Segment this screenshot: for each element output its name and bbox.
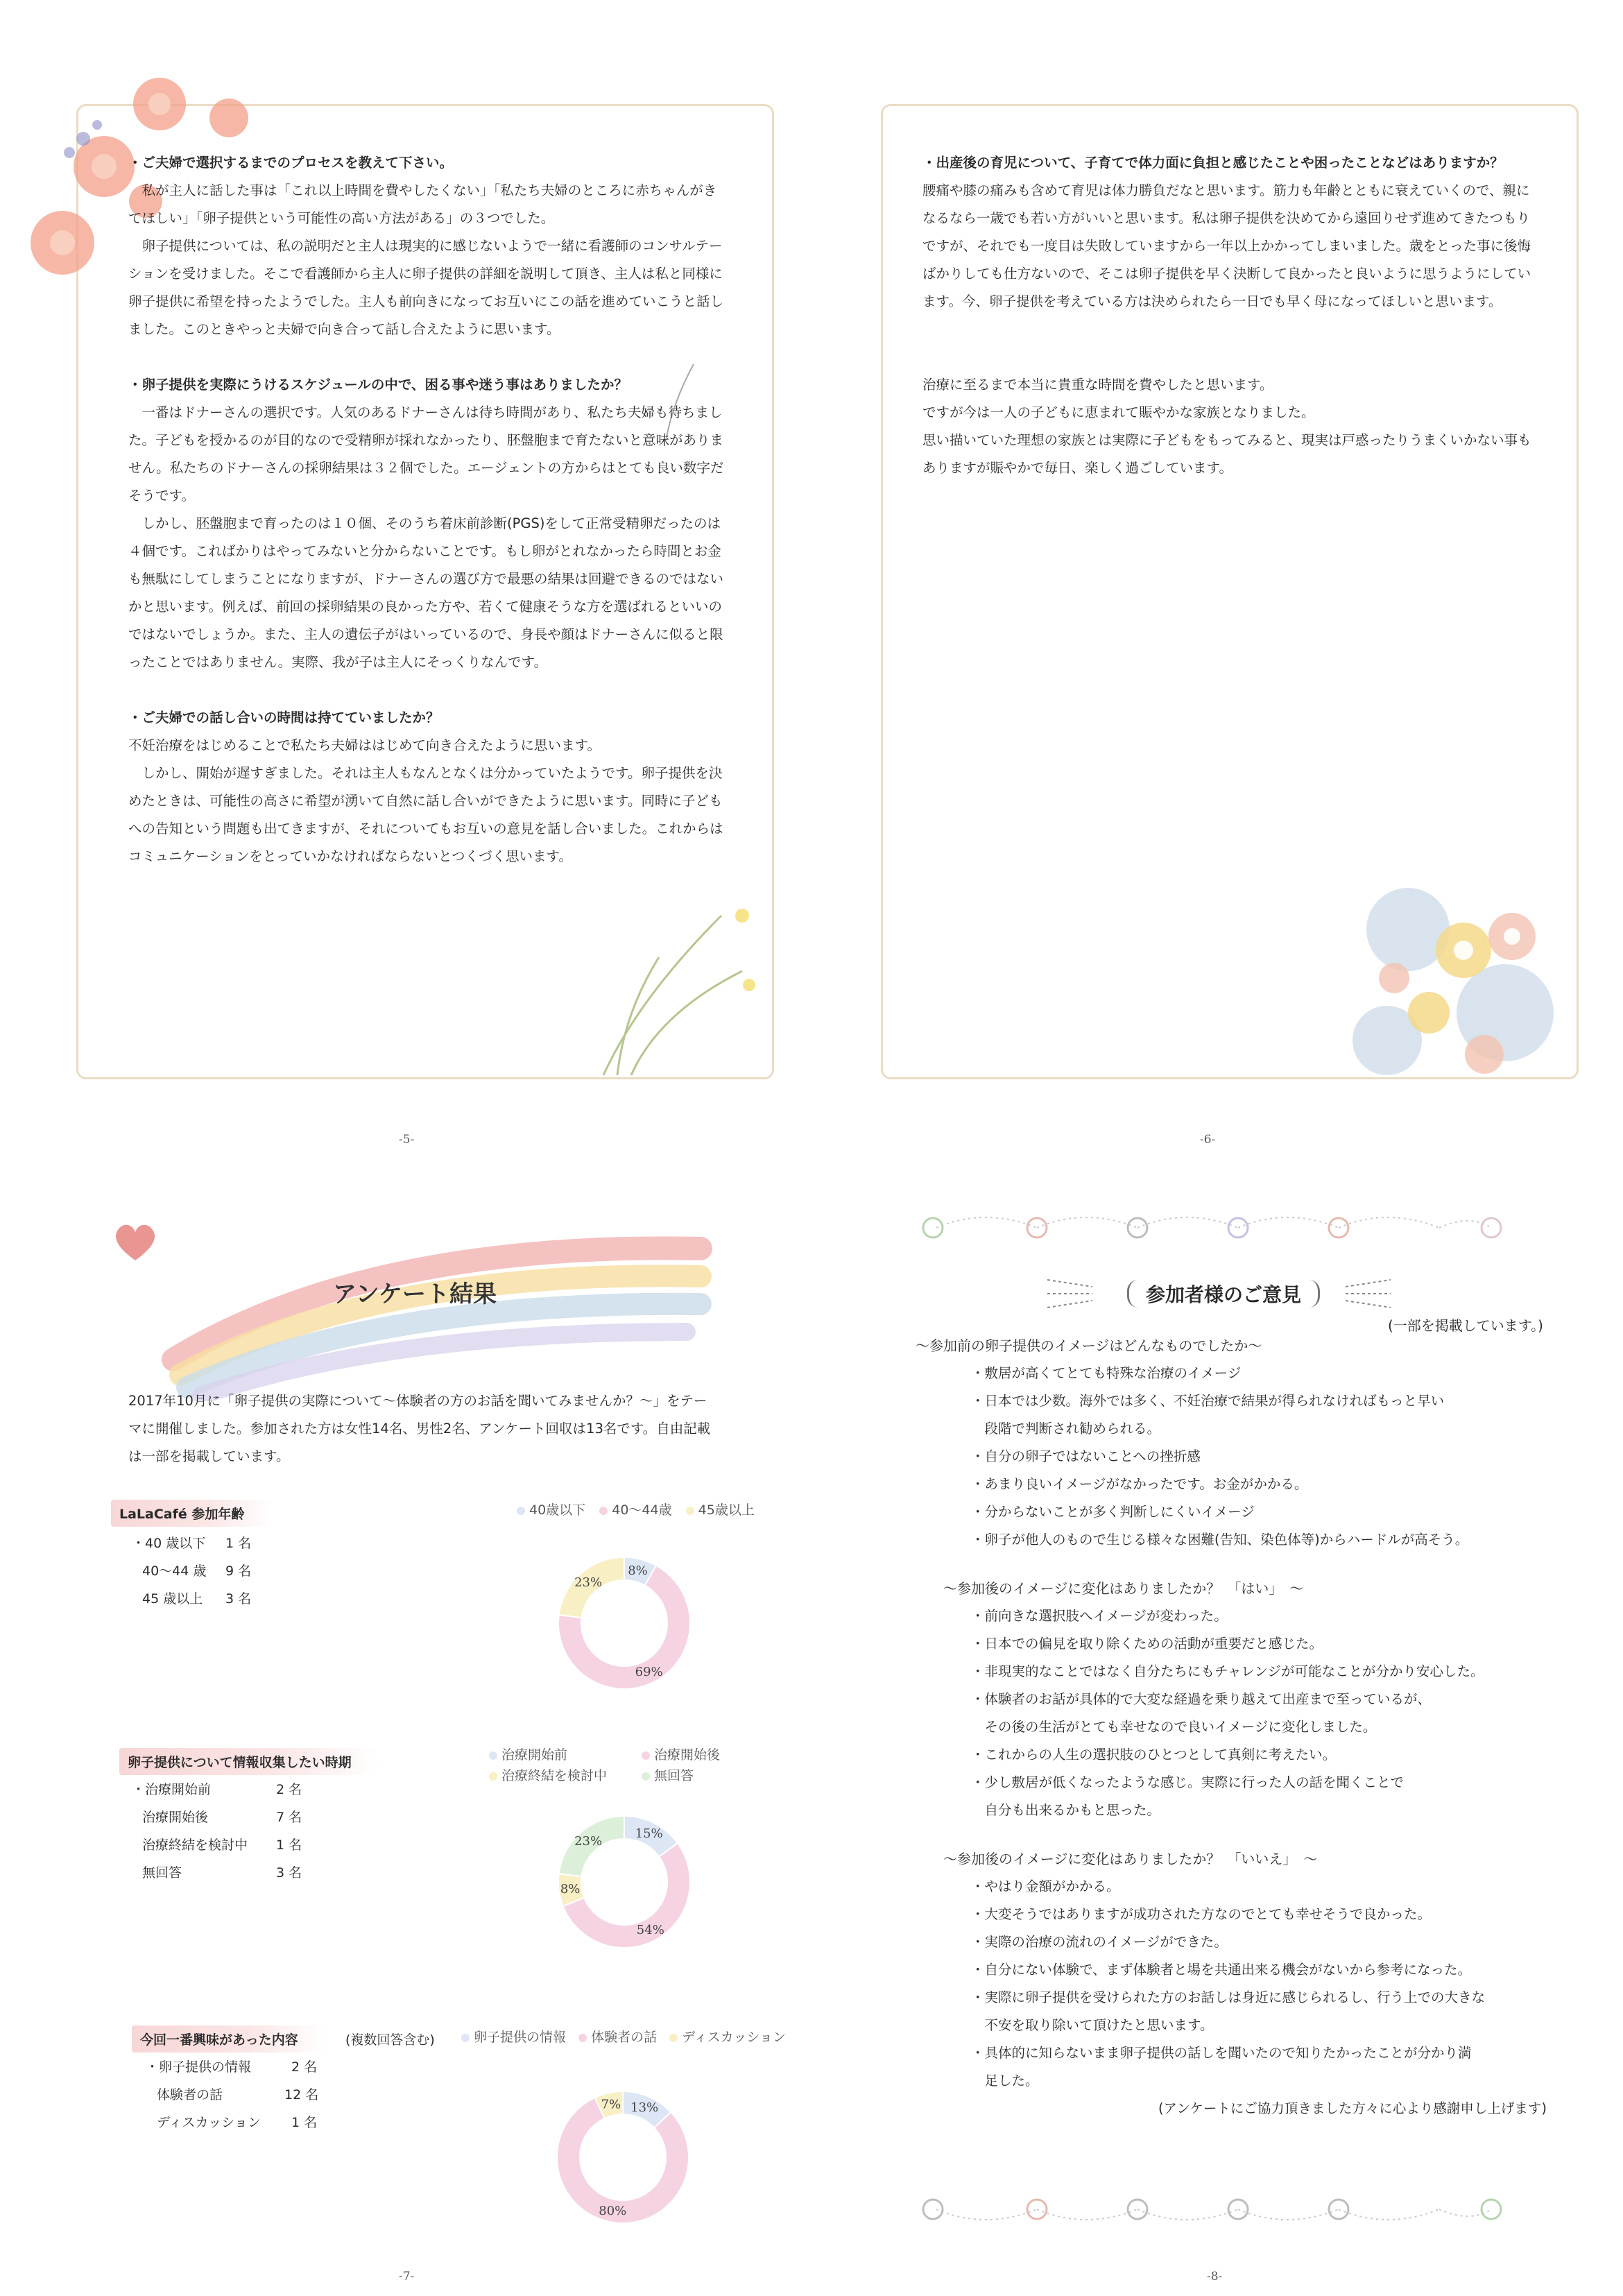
section-paragraph: 不妊治療をはじめることで私たち夫婦ははじめて向き合えたように思います。 bbox=[128, 737, 601, 753]
closing-line: 思い描いていた理想の家族とは実際に子どもをもってみると、現実は戸惑ったりうまくいかない事もありますが賑やかで毎日、楽しく過ごしています。 bbox=[922, 432, 1531, 476]
legend-entry: 無回答 bbox=[654, 1768, 694, 1783]
opinion-item: 不安を取り除いて頂けたと思います。 bbox=[971, 2017, 1214, 2033]
sun-rays-left-decoration bbox=[1044, 1273, 1099, 1314]
timing-row-label: ・治療開始前 bbox=[132, 1782, 212, 1797]
donut-slice-label: 15% bbox=[635, 1826, 663, 1842]
donut-slice-label: 8% bbox=[560, 1881, 581, 1896]
interest-row-value: 12 名 bbox=[284, 2087, 319, 2102]
opinions-subtitle: (一部を掲載しています。) bbox=[1387, 1317, 1543, 1334]
opinion-item: 段階で判断され勧められる。 bbox=[971, 1421, 1161, 1437]
opinion-item: ・実際の治療の流れのイメージができた。 bbox=[971, 1934, 1228, 1950]
page-5 bbox=[0, 0, 812, 1151]
opinion-item: ・日本では少数。海外では多く、不妊治療で結果が得られなければもっと早い bbox=[971, 1393, 1445, 1409]
survey-intro: 2017年10月に「卵子提供の実際について～体験者の方のお話を聞いてみませんか？～」をテーマに開催しました。参加された方は女性14名、男性2名、アンケート回収は13名です。自由記載は一部を掲載しています。 bbox=[128, 1393, 711, 1464]
section-paragraph: 私が主人に話した事は「これ以上時間を費やしたくない」「私たち夫婦のところに赤ちゃんがきてほしい」「卵子提供という可能性の高い方法がある」の３つでした。 bbox=[128, 182, 717, 226]
donut-slice-label: 54% bbox=[636, 1922, 664, 1937]
donut-slice-label: 13% bbox=[630, 2100, 659, 2115]
opinion-item: ・これからの人生の選択肢のひとつとして真剣に考えたい。 bbox=[971, 1747, 1337, 1763]
section-question: ・出産後の育児について、子育てで体力面に負担と感じたことや困ったことなどはありますか？ bbox=[922, 155, 1504, 171]
legend-entry: 40～44歳 bbox=[612, 1502, 672, 1518]
section-question: ・卵子提供を実際にうけるスケジュールの中で、困る事や迷う事はありましたか？ bbox=[128, 377, 628, 393]
chart-legend-age bbox=[517, 1500, 755, 1518]
page-7 bbox=[0, 1151, 812, 2296]
interest-row-label: ディスカッション bbox=[157, 2115, 261, 2130]
group-heading: ～参加前の卵子提供のイメージはどんなものでしたか～ bbox=[916, 1337, 1262, 1354]
timing-row-value: 1 名 bbox=[276, 1837, 302, 1853]
legend-entry: 45歳以上 bbox=[698, 1502, 755, 1518]
page-8 bbox=[812, 1151, 1623, 2296]
timing-row-label: 無回答 bbox=[142, 1865, 182, 1881]
age-row-value: 9 名 bbox=[225, 1563, 252, 1579]
donut-slice-label: 23% bbox=[574, 1834, 603, 1849]
legend-entry: 治療開始前 bbox=[501, 1747, 568, 1763]
section-paragraph: しかし、胚盤胞まで育ったのは１０個、そのうち着床前診断(PGS)をして正常受精卵だったのは４個です。こればかりはやってみないと分からないことです。もし卵がとれなかったら時間とお金も無駄にしてしまうことになりますが、ドナーさんの選び方で最悪の結果は回避できるのではないかと思います。例えば、前回の採卵結果の良かった方や、若くて健康そうな方を選ばれるといいのではないでしょうか。また、主人の遺伝子がはいっているので、身長や顔はドナーさんに似ると限ったことではありません。実際、我が子は主人にそっくりなんです。 bbox=[128, 515, 724, 670]
legend-entry: 治療開始後 bbox=[654, 1747, 721, 1763]
section-paragraph: 腰痛や膝の痛みも含めて育児は体力勝負だなと思います。筋力も年齢とともに衰えていくので、親になるなら一歳でも若い方がいいと思います。私は卵子提供を決めてから遠回りせず進めてきたつもりですが、それでも一度目は失敗していますから一年以上かかってしまいました。歳をとった事に後悔ばかりしても仕方ないので、そこは卵子提供を早く決断して良かったと良いように思うようにしています。今、卵子提供を考えている方は決められたら一日でも早く母になってほしいと思います。 bbox=[922, 182, 1531, 309]
thanks-note: (アンケートにご協力頂きました方々に心より感謝申し上げます) bbox=[1158, 2100, 1547, 2116]
opinion-item: ・やはり金額がかかる。 bbox=[971, 1878, 1120, 1894]
page-5-body bbox=[128, 149, 725, 871]
age-row-label: 45 歳以上 bbox=[142, 1591, 203, 1607]
opinion-item: ・敷居が高くてとても特殊な治療のイメージ bbox=[971, 1365, 1242, 1381]
opinion-item: ・実際に卵子提供を受けられた方のお話しは身近に感じられるし、行う上での大きな bbox=[971, 1989, 1486, 2005]
interest-row-value: 1 名 bbox=[291, 2115, 318, 2130]
opinion-item: ・非現実的なことではなく自分たちにもチャレンジが可能なことが分かり安心した。 bbox=[971, 1663, 1484, 1679]
opinion-item: ・自分にない体験で、まず体験者と場を共通出来る機会がないから参考になった。 bbox=[971, 1962, 1472, 1978]
opinions-title: 参加者様のご意見 bbox=[1127, 1280, 1320, 1308]
chart-legend-timing bbox=[489, 1745, 753, 1786]
timing-row-value: 7 名 bbox=[276, 1810, 302, 1825]
flower-bouquet-decoration bbox=[1325, 846, 1588, 1110]
opinion-item: ・卵子が他人のもので生じる様々な困難(告知、染色体等)からハードルが高そう。 bbox=[971, 1532, 1469, 1548]
opinion-item: 足した。 bbox=[971, 2073, 1039, 2089]
page-6-body bbox=[922, 149, 1533, 482]
opinion-item: ・大変そうではありますが成功された方なのでとても幸せそうで良かった。 bbox=[971, 1906, 1432, 1922]
opinion-item: ・体験者のお話が具体的で大変な経過を乗り越えて出産まで至っているが、 bbox=[971, 1691, 1432, 1707]
legend-entry: 卵子提供の情報 bbox=[474, 2030, 567, 2045]
section-paragraph: 一番はドナーさんの選択です。人気のあるドナーさんは待ち時間があり、私たち夫婦も待ちました。子どもを授かるのが目的なので受精卵が採れなかったり、胚盤胞まで育たないと意味がありません。私たちのドナーさんの採卵結果は３２個でした。エージェントの方からはとても良い数字だそうです。 bbox=[128, 404, 724, 504]
opinion-item: ・あまり良いイメージがなかったです。お金がかかる。 bbox=[971, 1476, 1308, 1492]
timing-row-value: 2 名 bbox=[276, 1782, 302, 1797]
interest-row-label: ・卵子提供の情報 bbox=[146, 2059, 252, 2075]
opinion-item: ・自分の卵子ではないことへの挫折感 bbox=[971, 1448, 1201, 1464]
group-heading: ～参加後のイメージに変化はありましたか？ 「はい」 ～ bbox=[943, 1580, 1304, 1597]
section-paragraph: しかし、開始が遅すぎました。それは主人もなんとなくは分かっていたようです。卵子提供を決めたときは、可能性の高さに希望が湧いて自然に話し合いができたように思います。同時に子どもへの告知という問題も出てきますが、それについてもお互いの意見を話し合いました。これからはコミュニケーションをとっていかなければならないとつくづく思います。 bbox=[128, 765, 723, 864]
donut-slice-label: 69% bbox=[635, 1664, 663, 1679]
age-row-label: 40～44 歳 bbox=[142, 1563, 207, 1579]
donut-chart-age bbox=[551, 1550, 697, 1696]
group-heading: ～参加後のイメージに変化はありましたか？ 「いいえ」 ～ bbox=[943, 1851, 1318, 1867]
timing-row-label: 治療終結を検討中 bbox=[142, 1837, 248, 1853]
legend-entry: 40歳以下 bbox=[529, 1502, 586, 1518]
page-number: -8- bbox=[1207, 2270, 1223, 2284]
page-number: -5- bbox=[399, 1133, 415, 1147]
opinion-item: その後の生活がとても幸せなので良いイメージに変化しました。 bbox=[971, 1719, 1377, 1735]
section-heading-timing: 卵子提供について情報収集したい時期 bbox=[119, 1748, 379, 1775]
survey-title: アンケート結果 bbox=[333, 1280, 497, 1308]
opinion-item: ・具体的に知らないまま卵子提供の話しを聞いたので知りたかったことが分かり満 bbox=[971, 2045, 1472, 2061]
donut-chart-timing bbox=[551, 1809, 697, 1955]
opinion-item: ・前向きな選択肢へイメージが変わった。 bbox=[971, 1608, 1228, 1624]
interest-row-label: 体験者の話 bbox=[157, 2087, 223, 2102]
grass-decoration bbox=[576, 874, 784, 1082]
donut-slice-label: 7% bbox=[601, 2097, 621, 2112]
rainbow-banner bbox=[160, 1221, 714, 1401]
age-row-value: 3 名 bbox=[225, 1591, 252, 1607]
interest-note: (複数回答含む) bbox=[345, 2032, 435, 2048]
clover-border-top bbox=[916, 1207, 1505, 1249]
sun-rays-right-decoration bbox=[1339, 1273, 1394, 1314]
opinion-item: ・分からないことが多く判断しにくいイメージ bbox=[971, 1504, 1255, 1520]
donut-chart-interest bbox=[550, 2084, 696, 2230]
legend-entry: 体験者の話 bbox=[591, 2030, 658, 2045]
section-paragraph: 卵子提供については、私の説明だと主人は現実的に感じないようで一緒に看護師のコンサルテーションを受けました。そこで看護師から主人に卵子提供の詳細を説明して頂き、主人は私と同様に卵子提供に希望を持ったようでした。主人も前向きになってお互いにこの話を進めていこうと話しました。このときやっと夫婦で向き合って話し合えたように思います。 bbox=[128, 238, 724, 337]
timing-row-value: 3 名 bbox=[276, 1865, 302, 1881]
page-number: -6- bbox=[1200, 1133, 1216, 1147]
timing-row-label: 治療開始後 bbox=[142, 1810, 209, 1825]
chart-legend-interest bbox=[461, 2027, 786, 2046]
closing-line: 治療に至るまで本当に貴重な時間を費やしたと思います。 bbox=[922, 377, 1273, 393]
donut-slice-label: 80% bbox=[599, 2204, 627, 2219]
opinion-item: 自分も出来るかもと思った。 bbox=[971, 1802, 1161, 1818]
heart-icon bbox=[111, 1217, 160, 1266]
opinion-item: ・少し敷居が低くなったような感じ。実際に行った人の話を聞くことで bbox=[971, 1774, 1405, 1790]
page-number: -7- bbox=[399, 2270, 415, 2284]
donut-slice-label: 8% bbox=[628, 1563, 648, 1578]
opinion-item: ・日本での偏見を取り除くための活動が重要だと感じた。 bbox=[971, 1636, 1323, 1652]
section-heading-age: LaLaCafé 参加年齢 bbox=[111, 1500, 272, 1527]
section-question: ・ご夫婦で選択するまでのプロセスを教えて下さい。 bbox=[128, 155, 454, 171]
age-row-label: ・40 歳以下 bbox=[132, 1536, 206, 1551]
legend-entry: 治療終結を検討中 bbox=[501, 1768, 608, 1783]
opinions-body bbox=[916, 1332, 1554, 2123]
interest-row-value: 2 名 bbox=[291, 2059, 318, 2075]
closing-line: ですが今は一人の子どもに恵まれて賑やかな家族となりました。 bbox=[922, 404, 1315, 420]
clover-border-bottom bbox=[916, 2188, 1505, 2230]
page-6 bbox=[812, 0, 1623, 1151]
age-row-value: 1 名 bbox=[225, 1536, 252, 1551]
section-heading-interest: 今回一番興味があった内容 bbox=[132, 2025, 326, 2053]
section-question: ・ご夫婦での話し合いの時間は持てていましたか？ bbox=[128, 710, 440, 726]
donut-slice-label: 23% bbox=[574, 1575, 603, 1591]
legend-entry: ディスカッション bbox=[682, 2030, 787, 2045]
